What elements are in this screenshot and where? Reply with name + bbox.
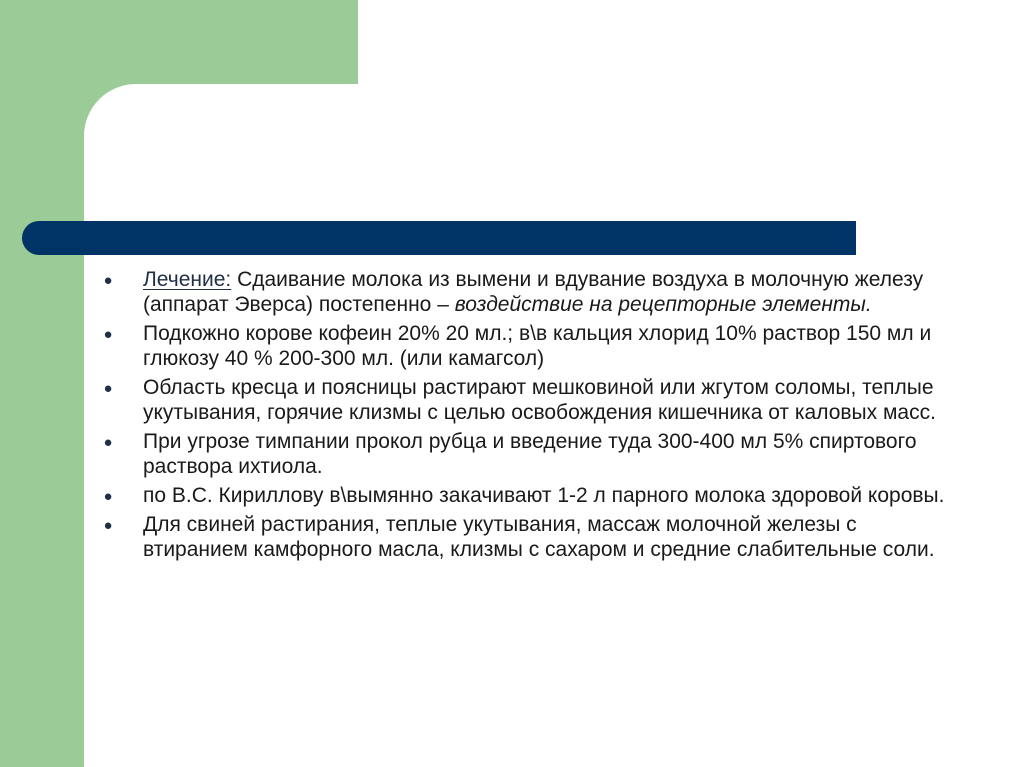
bullet-item-treatment [100, 267, 950, 317]
bullet-list [100, 267, 950, 566]
bullet-emphasis: воздействие на рецепторные элементы. [454, 293, 872, 316]
bullet-text: Подкожно корове кофеин 20% 20 мл.; в\в кальция хлорид 10% раствор 150 мл и глюкозу 40 % 200-300 мл. (или камагсол) [143, 322, 932, 370]
bullet-item-injection [100, 321, 950, 371]
bullet-text: Сдаивание молока из вымени и вдувание воздуха в молочную железу (аппарат Эверса) постепенно – [143, 268, 924, 316]
title-bar [22, 221, 856, 255]
bullet-text: Область кресца и поясницы растирают мешковиной или жгутом соломы, теплые укутывания, горячие клизмы с целью освобождения кишечника от каловых масс. [143, 376, 936, 424]
bullet-icon: ● [103, 434, 113, 451]
bullet-item-rubbing [100, 375, 950, 425]
bullet-item-pigs [100, 512, 950, 562]
treatment-label: Лечение: [143, 268, 232, 291]
bullet-text: по В.С. Кириллову в\вымянно закачивают 1-2 л парного молока здоровой коровы. [143, 484, 945, 507]
bullet-text: При угрозе тимпании прокол рубца и введение туда 300-400 мл 5% спиртового раствора ихтиола. [143, 430, 917, 478]
bullet-icon: ● [103, 326, 113, 343]
bullet-icon: ● [103, 517, 113, 534]
bullet-icon: ● [103, 380, 113, 397]
bullet-icon: ● [103, 272, 113, 289]
bullet-item-tympany [100, 429, 950, 479]
bullet-text: Для свиней растирания, теплые укутывания, массаж молочной железы с втиранием камфорного масла, клизмы с сахаром и средние слабительные соли. [143, 513, 935, 561]
bullet-item-kirillov [100, 483, 950, 508]
bullet-icon: ● [103, 488, 113, 505]
